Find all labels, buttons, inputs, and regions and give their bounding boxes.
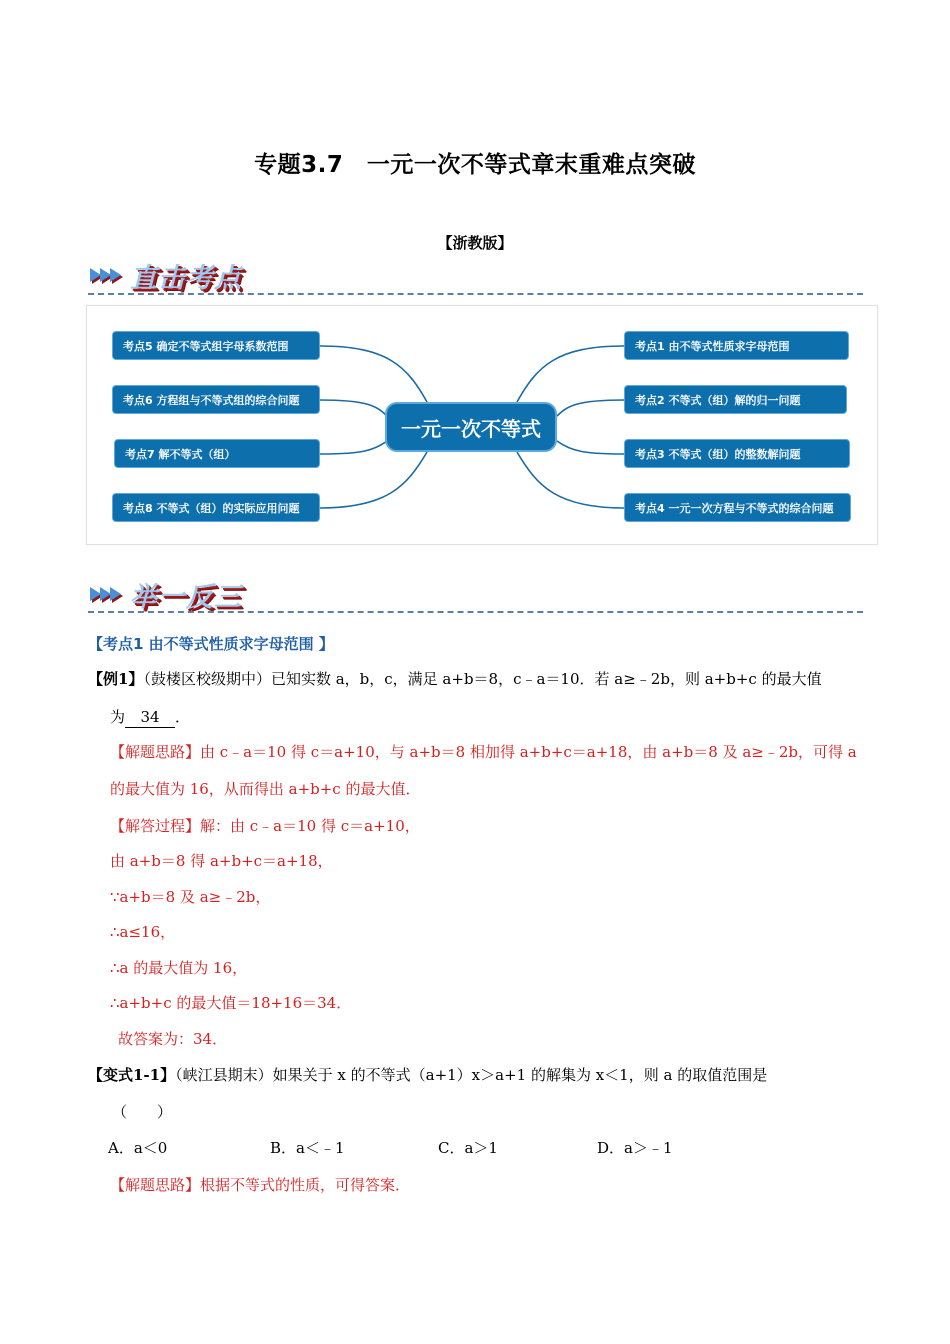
answer-blank: 34 <box>125 707 175 728</box>
document-title: 专题3.7 一元一次不等式章末重难点突破 <box>254 152 696 178</box>
variant1-question-line1: 【变式1-1】（峡江县期末）如果关于 x 的不等式（a+1）x＞a+1 的解集为 x＜1，则 a 的取值范围是 <box>88 1066 768 1084</box>
variant-tag: 【变式1-1】 <box>88 1066 176 1084</box>
edition-label: 【浙教版】 <box>437 234 513 252</box>
mindmap <box>86 305 878 545</box>
example-text: 已知实数 a，b，c，满足 a+b＝8，c﹣a＝10．若 a≥﹣2b，则 a+b+c 的最大值 <box>270 670 822 688</box>
example1-question-line1 <box>88 669 822 689</box>
example1-question-line2: 为 34 ． <box>110 708 191 726</box>
process-step: ∴a≤16， <box>110 923 176 941</box>
divider <box>88 293 863 295</box>
example-source: （鼓楼区校级期中） <box>143 670 271 688</box>
triple-arrow-icon <box>90 587 120 601</box>
process-step: ∴a+b+c 的最大值＝18+16＝34． <box>110 994 352 1012</box>
mindmap-node-kaodian8: 考点8 不等式（组）的实际应用问题 <box>112 493 320 522</box>
section-label: 直击考点 <box>130 263 242 294</box>
option-c: C．a＞1 <box>438 1139 498 1157</box>
variant1-answer-bracket: （ ） <box>112 1103 173 1121</box>
process-final-answer: 故答案为：34． <box>118 1030 228 1048</box>
process-step: ∵a+b＝8 及 a≥﹣2b， <box>110 888 271 906</box>
example1-idea-line1: 【解题思路】由 c﹣a＝10 得 c＝a+10，与 a+b＝8 相加得 a+b+c＝a+18，由 a+b＝8 及 a≥﹣2b，可得 a <box>110 743 857 761</box>
triple-arrow-icon <box>90 268 120 282</box>
variant-source: （峡江县期末） <box>175 1066 273 1084</box>
option-b: B．a＜﹣1 <box>270 1139 345 1157</box>
mindmap-node-kaodian6: 考点6 方程组与不等式组的综合问题 <box>112 385 320 414</box>
mindmap-node-kaodian4: 考点4 一元一次方程与不等式的综合问题 <box>624 493 851 522</box>
kaodian1-heading: 【考点1 由不等式性质求字母范围 】 <box>88 635 334 653</box>
process-tag: 【解答过程】 <box>110 817 201 835</box>
mindmap-center: 一元一次不等式 <box>385 402 557 452</box>
variant1-idea: 【解题思路】根据不等式的性质，可得答案． <box>110 1176 411 1194</box>
example1-idea-line2: 的最大值为 16，从而得出 a+b+c 的最大值． <box>110 780 421 798</box>
mindmap-node-kaodian2: 考点2 不等式（组）解的归一问题 <box>624 385 847 414</box>
section-label: 举一反三 <box>130 582 242 613</box>
mindmap-node-kaodian3: 考点3 不等式（组）的整数解问题 <box>624 439 850 468</box>
idea-tag: 【解题思路】 <box>110 743 201 761</box>
example1-process-line: 【解答过程】解：由 c﹣a＝10 得 c＝a+10， <box>110 817 420 835</box>
process-step: ∴a 的最大值为 16， <box>110 959 248 977</box>
example-tag: 【例1】 <box>88 670 144 688</box>
divider <box>88 611 863 613</box>
option-d: D．a＞﹣1 <box>597 1139 673 1157</box>
mindmap-node-kaodian5: 考点5 确定不等式组字母系数范围 <box>112 331 320 360</box>
idea-tag: 【解题思路】 <box>110 1176 201 1194</box>
option-a: A．a＜0 <box>108 1139 168 1157</box>
mindmap-node-kaodian7: 考点7 解不等式（组） <box>114 439 320 468</box>
mindmap-node-kaodian1: 考点1 由不等式性质求字母范围 <box>624 331 849 360</box>
process-step: 由 a+b＝8 得 a+b+c＝a+18， <box>110 852 333 870</box>
